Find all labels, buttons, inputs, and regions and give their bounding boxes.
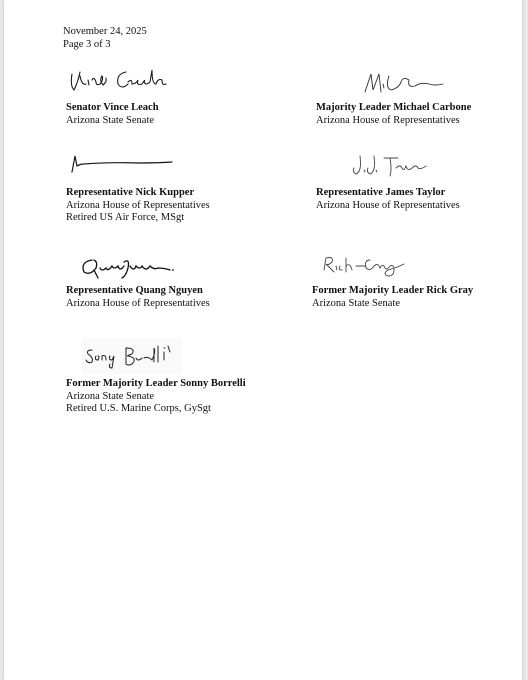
signatory-name: Senator Vince Leach bbox=[66, 102, 159, 113]
signatory-title: Arizona House of Representatives bbox=[316, 114, 460, 126]
signatory-title: Retired U.S. Marine Corps, GySgt bbox=[66, 403, 211, 414]
signatory-title: Arizona State Senate bbox=[66, 114, 155, 126]
signatory-title: Retired US Air Force, MSgt bbox=[66, 212, 185, 223]
signature-carbone bbox=[359, 68, 449, 98]
signatory-name: Representative James Taylor bbox=[316, 187, 446, 198]
signatory-title: Arizona House of Representatives bbox=[66, 199, 210, 211]
signature-nguyen bbox=[78, 252, 178, 282]
signatory-block bbox=[66, 285, 210, 310]
signatory-block bbox=[66, 378, 246, 416]
signature-kupper bbox=[68, 150, 178, 176]
signatory-block bbox=[312, 285, 473, 310]
signatory-name: Representative Quang Nguyen bbox=[66, 285, 203, 296]
signatory-title: Arizona State Senate bbox=[66, 390, 155, 402]
letter-date: November 24, 2025 bbox=[63, 26, 147, 37]
signature-gray bbox=[318, 250, 418, 280]
signatory-title: Arizona House of Representatives bbox=[316, 199, 460, 211]
signatory-block bbox=[66, 187, 210, 225]
signature-leach bbox=[66, 64, 176, 96]
letter-header bbox=[63, 26, 147, 51]
signatory-block bbox=[316, 102, 471, 127]
page-number: Page 3 of 3 bbox=[63, 38, 111, 50]
letter-page bbox=[4, 0, 522, 680]
signatory-block bbox=[316, 187, 460, 212]
signatory-name: Representative Nick Kupper bbox=[66, 187, 195, 198]
signature-taylor bbox=[346, 150, 431, 180]
signatory-name: Former Majority Leader Sonny Borrelli bbox=[66, 378, 246, 389]
signatory-name: Majority Leader Michael Carbone bbox=[316, 102, 472, 113]
signatory-name: Former Majority Leader Rick Gray bbox=[312, 285, 474, 296]
signatory-title: Arizona House of Representatives bbox=[66, 297, 210, 309]
signature-borrelli bbox=[82, 338, 182, 374]
signatory-title: Arizona State Senate bbox=[312, 297, 401, 309]
signatory-block bbox=[66, 102, 159, 127]
